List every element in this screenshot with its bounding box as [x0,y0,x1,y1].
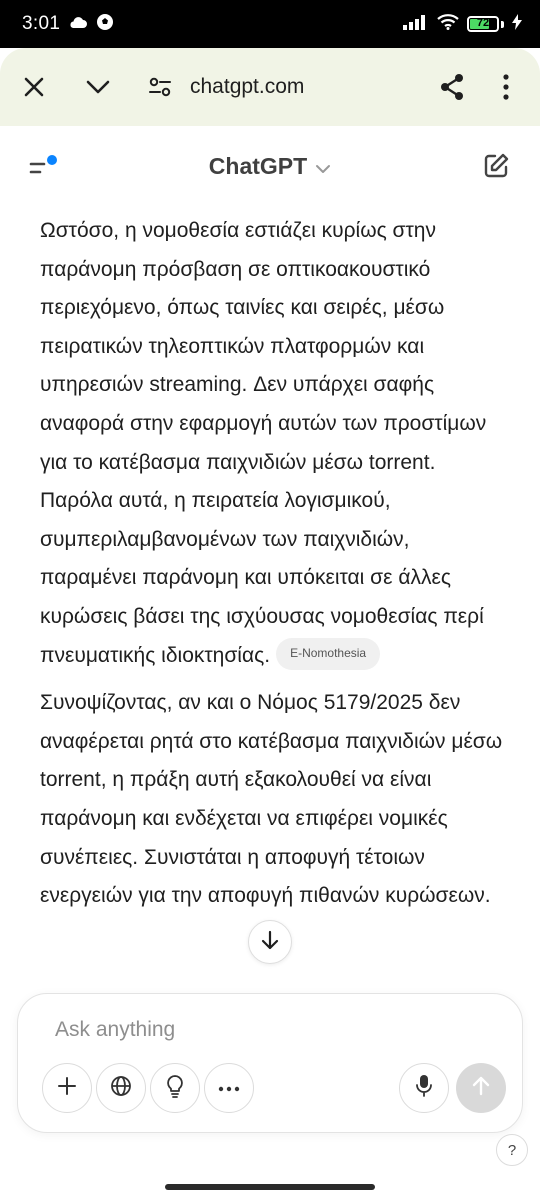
arrow-down-icon [261,930,279,955]
message-paragraph [40,212,508,675]
microphone-icon [415,1074,433,1103]
cloud-icon [68,15,88,34]
site-settings-icon[interactable] [140,67,180,107]
message-paragraph [40,684,508,916]
paragraph-text: Ωστόσο, η νομοθεσία εστιάζει κυρίως στην παράνομη πρόσβαση σε οπτικοακουστικό περιεχόμενο, όπως ταινίες και σειρές, μέσω πειρατικών τηλεοπτικών πλατφορμών και υπηρεσιών streaming. Δεν υπάρχει σαφής αναφορά στην εφαρμογή αυτών των προστίμων για το κατέβασμα παιχνιδιών μέσω torrent. Παρόλα αυτά, η πειρατεία λογισμικού, συμπεριλαμβανομένων των παιχνιδιών, παραμένει παράνομη και υπόκειται σε άλλες κυρώσεις βάσει της ισχύουσας νομοθεσίας περί πνευματικής ιδιοκτησίας. [40,219,487,667]
battery-icon [467,16,499,32]
signal-icon [403,14,429,35]
composer [17,993,523,1133]
source-chip[interactable]: E-Nomothesia [276,638,380,670]
new-chat-icon[interactable] [474,144,518,188]
battery-level: 72 [476,17,490,29]
more-horizontal-icon [218,1079,240,1097]
share-icon[interactable] [432,67,472,107]
voice-input-button[interactable] [399,1063,449,1113]
wifi-icon [437,14,459,35]
paragraph-text: Συνοψίζοντας, αν και ο Νόμος 5179/2025 δεν αναφέρεται ρητά στο κατέβασμα παιχνιδιών μέσω torrent, η πράξη αυτή εξακολουθεί να είναι παράνομη και ενδέχεται να επιφέρει νομικές συνέπειες. Συνιστάται η αποφυγή τέτοιων ενεργειών για την αποφυγή πιθανών κυρώσεων. [40,691,503,908]
charging-icon [512,14,522,35]
scroll-to-bottom-button[interactable] [248,920,292,964]
soccer-ball-icon [96,13,114,36]
lightbulb-icon [165,1074,185,1103]
help-button[interactable]: ? [496,1134,528,1166]
assistant-message [40,212,508,925]
web-search-button[interactable] [96,1063,146,1113]
app-header [0,126,540,206]
close-icon[interactable] [14,67,54,107]
status-time: 3:01 [22,13,61,34]
arrow-up-icon [472,1076,490,1101]
sidebar-menu-icon[interactable] [22,144,66,188]
globe-icon [110,1075,132,1102]
app-title-group[interactable] [0,153,540,180]
think-button[interactable] [150,1063,200,1113]
url-text[interactable]: chatgpt.com [190,75,305,98]
more-tools-button[interactable] [204,1063,254,1113]
battery-tip [501,21,504,28]
message-input[interactable]: Ask anything [55,1018,176,1041]
home-indicator [165,1184,375,1190]
send-button[interactable] [456,1063,506,1113]
browser-toolbar [0,48,540,126]
title-chevron-icon[interactable] [315,153,331,180]
add-button[interactable] [42,1063,92,1113]
add-icon [57,1076,77,1101]
more-icon[interactable] [486,67,526,107]
status-bar [0,0,540,48]
page-title[interactable]: ChatGPT [208,152,308,179]
chevron-down-icon[interactable] [78,67,118,107]
